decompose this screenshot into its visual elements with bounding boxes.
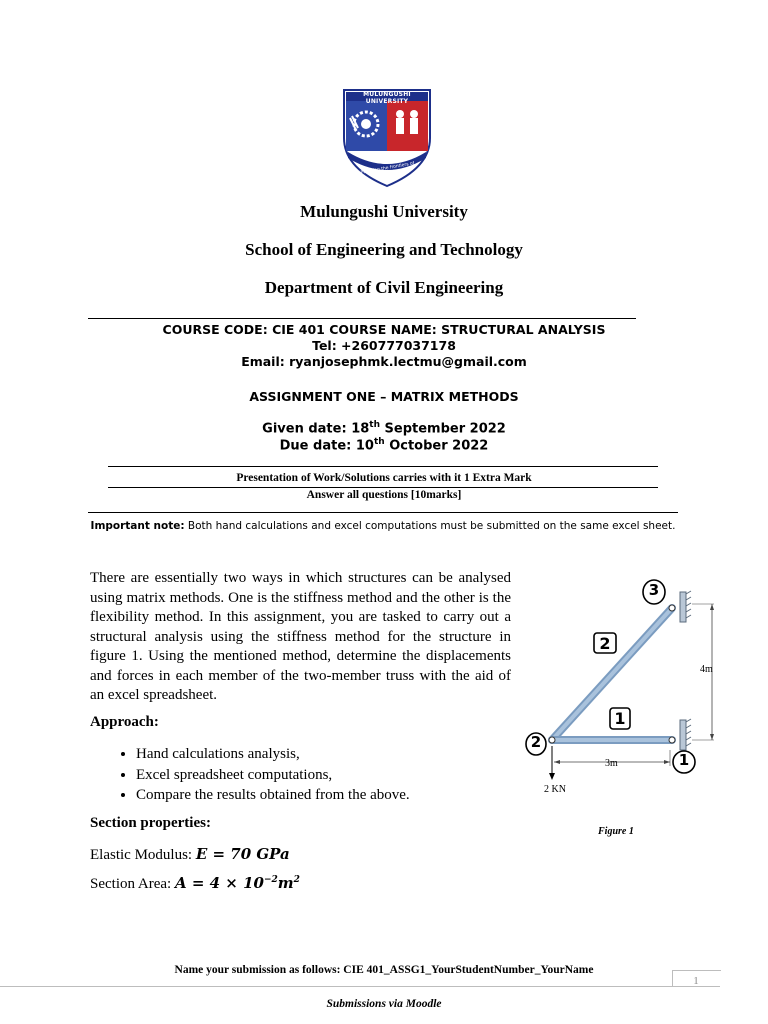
- page-number: 1: [693, 975, 699, 987]
- list-item: • Hand calculations analysis,: [136, 744, 510, 765]
- logo-banner-text: MULUNGUSHI UNIVERSITY: [363, 91, 411, 105]
- notice-extra-mark: Presentation of Work/Solutions carries with it 1 Extra Mark: [236, 472, 532, 484]
- notice-rule-bottom: [88, 512, 678, 513]
- given-date: Given date: 18th September 2022: [262, 420, 506, 437]
- header-rule: [88, 318, 636, 319]
- notice-rule-top: [108, 466, 658, 467]
- dimension-height: 4m: [700, 664, 713, 675]
- list-item: • Compare the results obtained from the above.: [136, 785, 510, 806]
- approach-list: [90, 744, 510, 806]
- school-name: School of Engineering and Technology: [245, 240, 523, 259]
- elastic-modulus: Elastic Modulus: E = 70 GPa: [90, 845, 290, 863]
- intro-paragraph: There are essentially two ways in which structures can be analysed using matrix methods. One is the stiffness method and the other is the flexibility method. In this assignment, you are tasked to carry out a structural analysis using the stiffness method for the structure in figure 1. Using the mentioned method, determine the displacements and forces in each member of the two-member truss with the aid of an excel spreadsheet.: [90, 570, 511, 703]
- footer-rule: [0, 986, 720, 987]
- figure-caption: Figure 1: [598, 826, 634, 837]
- course-email: Email: ryanjosephmk.lectmu@gmail.com: [241, 354, 527, 369]
- course-line: COURSE CODE: CIE 401 COURSE NAME: STRUCTURAL ANALYSIS: [162, 322, 606, 337]
- notice-answer-all: Answer all questions [10marks]: [306, 489, 462, 501]
- load-label: 2 KN: [544, 784, 566, 795]
- node-3-label: 3: [648, 581, 660, 599]
- notice-rule-mid: [108, 487, 658, 488]
- department-name: Department of Civil Engineering: [264, 278, 504, 297]
- node-2-label: 2: [530, 733, 542, 751]
- important-note: Important note: Both hand calculations and excel computations must be submitted on the same excel sheet.: [90, 520, 676, 532]
- dimension-width: 3m: [605, 758, 618, 769]
- university-name: Mulungushi University: [300, 202, 468, 221]
- section-properties-heading: Section properties:: [90, 815, 211, 831]
- approach-heading: Approach:: [90, 714, 159, 730]
- course-tel: Tel: +260777037178: [312, 338, 456, 353]
- member-1-label: 1: [614, 709, 626, 728]
- approach-bullets: [90, 744, 510, 806]
- node-1-label: 1: [678, 751, 690, 769]
- submission-naming: Name your submission as follows: CIE 401_ASSG1_YourStudentNumber_YourName: [174, 964, 594, 976]
- due-date: Due date: 10th October 2022: [279, 437, 489, 454]
- section-area: Section Area: $A = 4 \times 10^{-2}m^2$: [90, 874, 300, 892]
- member-2-label: 2: [599, 634, 611, 653]
- logo-motto-text: Pursuing the frontiers of knowledge: [360, 161, 415, 179]
- assignment-title: ASSIGNMENT ONE – MATRIX METHODS: [249, 389, 519, 404]
- list-item: • Excel spreadsheet computations,: [136, 765, 510, 786]
- submission-moodle: Submissions via Moodle: [326, 998, 442, 1010]
